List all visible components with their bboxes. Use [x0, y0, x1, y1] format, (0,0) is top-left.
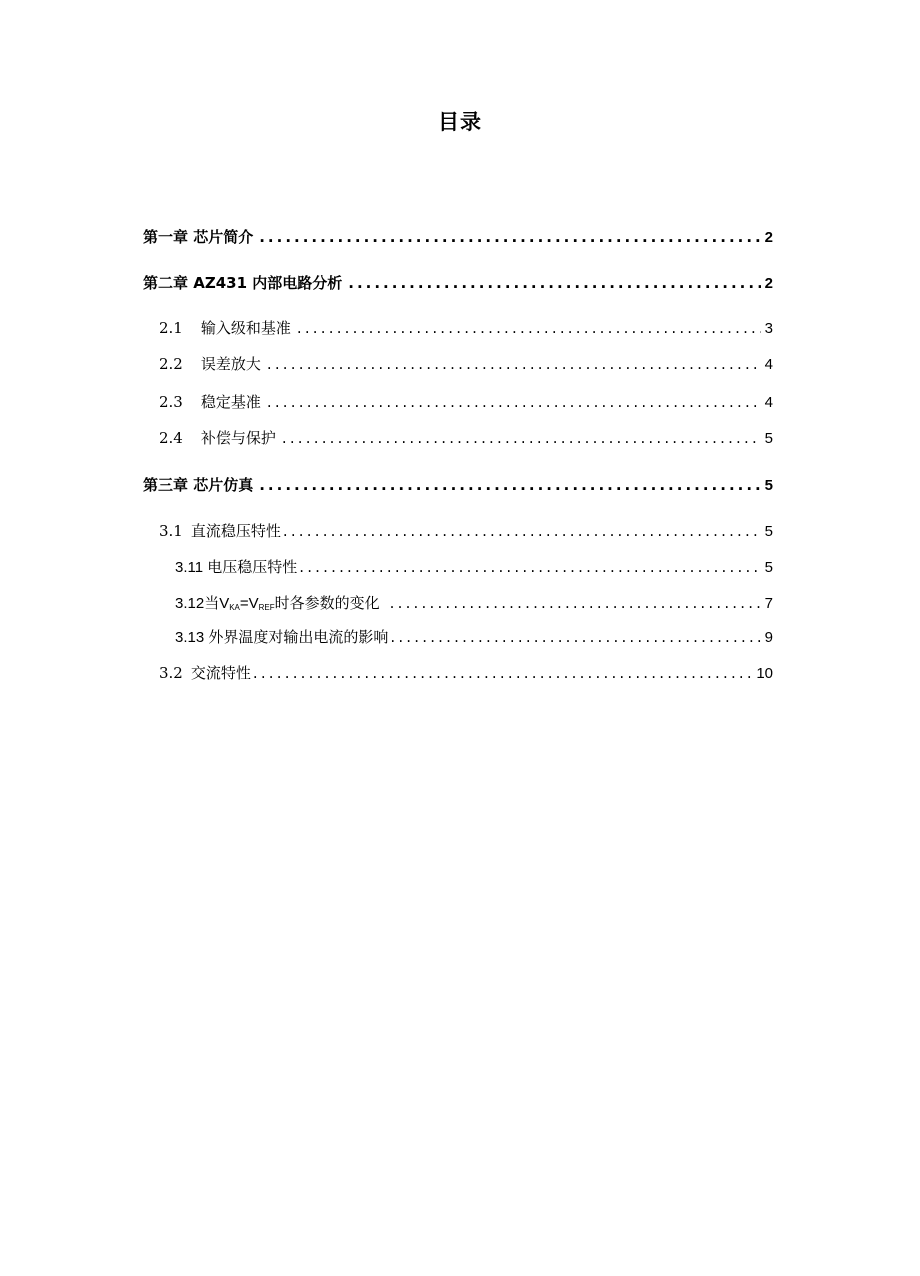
toc-entry-label: 3.13 外界温度对输出电流的影响	[175, 629, 389, 646]
dot-leader	[299, 557, 760, 577]
toc-entry-section-2-2[interactable]	[159, 354, 773, 375]
toc-entry-chapter-3[interactable]	[143, 475, 773, 496]
section-title: 补偿与保护	[200, 429, 276, 447]
section-title: 直流稳压特性	[190, 522, 281, 540]
section-title: 误差放大	[200, 355, 261, 373]
dot-leader	[267, 354, 761, 374]
section-number: 2.3	[159, 393, 183, 411]
document-title: 目录	[438, 110, 482, 134]
dot-leader	[390, 627, 760, 647]
toc-entry-label: 第三章 芯片仿真	[143, 476, 254, 494]
toc-entry-label	[175, 594, 380, 618]
section-number: 2.2	[159, 355, 183, 373]
toc-entry-section-3-13[interactable]	[175, 627, 773, 648]
section-title-suffix: 时各参数的变化	[274, 595, 380, 612]
toc-entry-label	[159, 663, 251, 683]
toc-entry-page: 5	[764, 559, 773, 576]
section-title-mid: =V	[239, 595, 259, 612]
dot-leader	[297, 318, 761, 338]
toc-entry-label	[159, 521, 281, 541]
dot-leader	[390, 593, 761, 613]
toc-entry-section-3-1[interactable]	[159, 521, 773, 542]
toc-entry-page: 5	[764, 477, 773, 494]
subscript-ref: REF	[258, 603, 275, 612]
section-number: 3.1	[159, 522, 183, 540]
toc-entry-page: 4	[764, 394, 773, 411]
subscript-ka: KA	[229, 603, 240, 612]
toc-entry-section-2-1[interactable]	[159, 318, 773, 339]
dot-leader	[348, 273, 760, 293]
section-title-prefix: 3.12当V	[175, 595, 230, 612]
section-title: 输入级和基准	[200, 319, 291, 337]
toc-entry-section-2-3[interactable]	[159, 392, 773, 413]
section-number: 2.4	[159, 429, 183, 447]
toc-entry-chapter-1[interactable]	[143, 227, 773, 248]
toc-entry-page: 2	[764, 275, 773, 292]
toc-entry-page: 10	[756, 665, 773, 682]
toc-entry-page: 2	[764, 229, 773, 246]
toc-entry-label	[159, 428, 276, 448]
dot-leader	[253, 663, 752, 683]
toc-entry-page: 5	[764, 523, 773, 540]
toc-entry-section-3-11[interactable]	[175, 557, 773, 578]
toc-entry-label: 第二章 AZ431 内部电路分析	[143, 274, 343, 292]
toc-entry-page: 7	[764, 595, 773, 612]
toc-entry-section-3-12[interactable]	[175, 593, 773, 618]
toc-entry-section-3-2[interactable]	[159, 663, 773, 684]
dot-leader	[282, 428, 761, 448]
section-number: 3.2	[159, 664, 183, 682]
toc-entry-page: 9	[764, 629, 773, 646]
toc-entry-label	[159, 354, 261, 374]
dot-leader	[259, 227, 760, 247]
dot-leader	[267, 392, 761, 412]
toc-entry-section-2-4[interactable]	[159, 428, 773, 449]
toc-entry-page: 5	[764, 430, 773, 447]
toc-entry-page: 3	[764, 320, 773, 337]
toc-entry-chapter-2[interactable]	[143, 273, 773, 294]
toc-entry-page: 4	[764, 356, 773, 373]
section-title: 交流特性	[190, 664, 251, 682]
toc-entry-label	[159, 392, 261, 412]
section-number: 2.1	[159, 319, 183, 337]
dot-leader	[259, 475, 760, 495]
dot-leader	[283, 521, 761, 541]
toc-entry-label: 3.11 电压稳压特性	[175, 559, 298, 576]
toc-entry-label: 第一章 芯片简介	[143, 228, 254, 246]
toc-entry-label	[159, 318, 291, 338]
section-title: 稳定基准	[200, 393, 261, 411]
